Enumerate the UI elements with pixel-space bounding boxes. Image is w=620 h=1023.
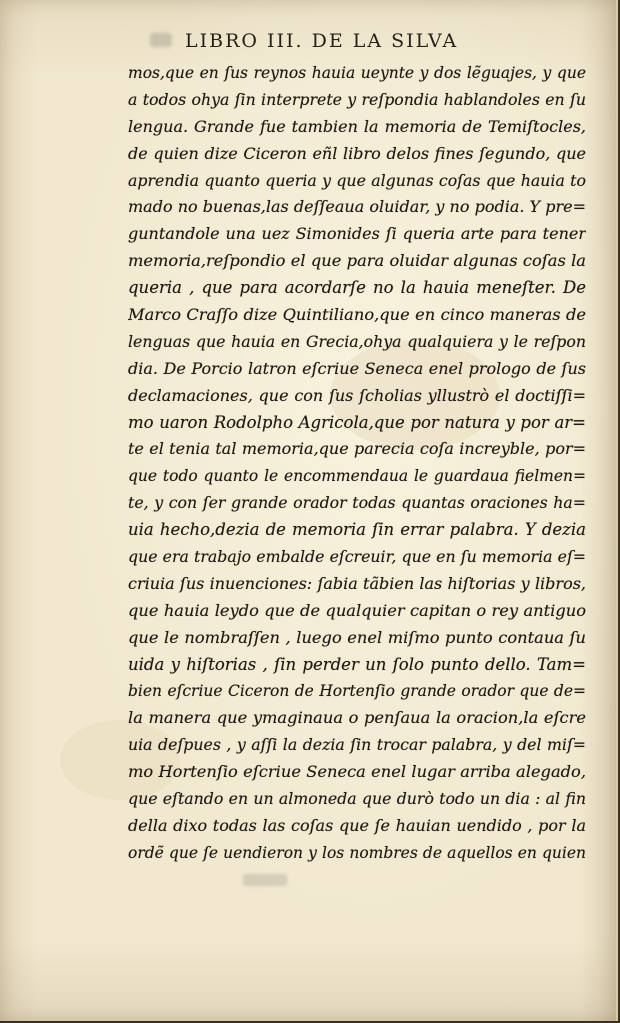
text-line: mado no buenas,las deſſeaua oluidar, y no podia. Y pre= (128, 197, 586, 217)
page-body-text (128, 60, 586, 867)
text-line: uida y hiſtorias , ſin perder un ſolo punto dello. Tam= (128, 654, 586, 674)
text-line: que todo quanto le encommendaua le guardaua fielmen= (128, 467, 586, 486)
text-line: ordẽ que ſe uendieron y los nombres de aquellos en quien (128, 843, 586, 862)
text-line: lenguas que hauia en Grecia,ohya qualquiera y le reſpon (128, 331, 586, 351)
text-line: te, y con ſer grande orador todas quantas oraciones ha= (128, 493, 586, 513)
running-header: LIBRO III. DE LA SILVA (185, 30, 459, 52)
text-line: criuia ſus inuenciones: ſabia tãbien las hiſtorias y libros, (128, 573, 586, 593)
text-line: mo uaron Rodolpho Agricola,que por natura y por ar= (128, 412, 586, 432)
text-line: mos,que en ſus reynos hauia ueynte y dos lẽguajes, y que (128, 64, 586, 82)
text-line: que eſtando en un almoneda que durò todo un dia : al fin (128, 789, 586, 809)
text-line: te el tenia tal memoria,que parecia coſa increyble, por= (128, 439, 586, 459)
text-line: a todos ohya ſin interprete y reſpondia hablandoles en ſu (128, 89, 586, 109)
text-line: dia. De Porcio latron eſcriue Seneca enel prologo de ſus (128, 358, 586, 378)
text-line: della dixo todas las coſas que ſe hauian uendido , por la (128, 815, 586, 835)
text-line: que era trabajo embalde eſcreuir, que en ſu memoria eſ= (128, 547, 586, 567)
text-line: queria , que para acordarſe no la hauia meneſter. De (128, 278, 586, 298)
text-line: memoria,reſpondio el que para oluidar algunas coſas la (128, 251, 586, 271)
text-line: mo Hortenſio eſcriue Seneca enel lugar arriba alegado, (128, 762, 586, 782)
text-line: Marco Craſſo dize Quintiliano,que en cinco maneras de (128, 305, 586, 325)
text-line: bien eſcriue Ciceron de Hortenſio grande orador que de= (128, 682, 586, 701)
text-line: declamaciones, que con ſus ſcholias yllustrò el doctiſſi= (128, 385, 586, 405)
text-line: uia hecho,dezia de memoria ſin errar palabra. Y dezia (128, 520, 586, 540)
text-line: lengua. Grande fue tambien la memoria de Temiſtocles, (128, 116, 586, 136)
text-line: que le nombraſſen , luego enel miſmo punto contaua ſu (128, 627, 586, 647)
text-line: que hauia leydo que de qualquier capitan o rey antiguo (128, 600, 586, 620)
text-line: guntandole una uez Simonides ſi queria arte para tener (128, 224, 586, 244)
text-line: aprendia quanto queria y que algunas coſas que hauia to (128, 170, 586, 190)
text-line: la manera que ymaginaua o penſaua la oracion,la eſcre (128, 708, 586, 728)
text-line: uia deſpues , y aſſi la dezia ſin trocar palabra, y del miſ= (128, 735, 586, 755)
ink-bleed-through (150, 33, 172, 47)
ink-bleed-through (243, 874, 287, 886)
text-line: de quien dize Ciceron eñl libro delos fines ſegundo, que (128, 143, 586, 163)
